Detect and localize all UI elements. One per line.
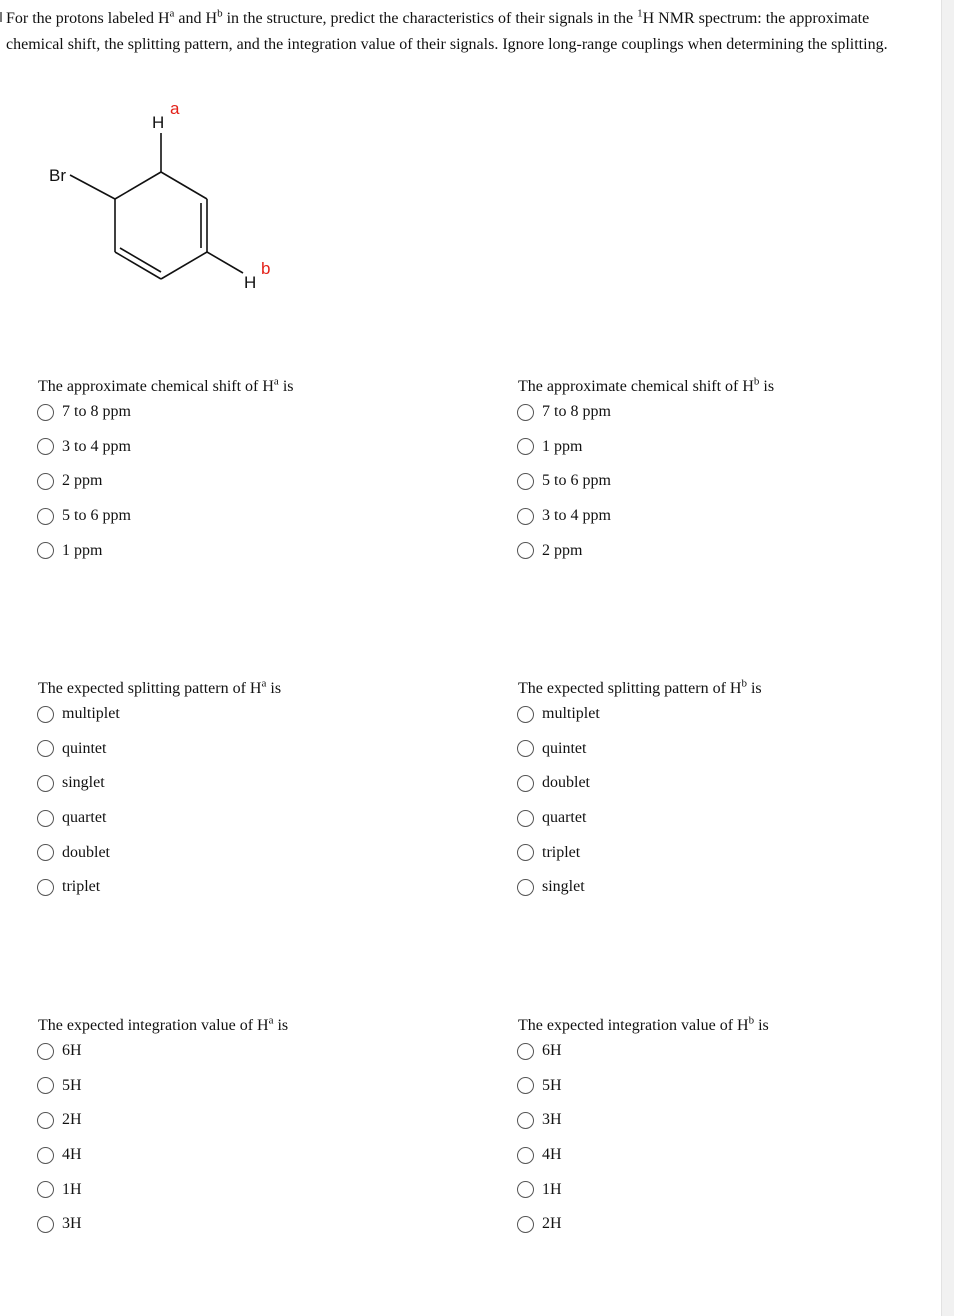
radio-option[interactable]: doublet (517, 766, 878, 801)
radio-option[interactable]: singlet (517, 870, 878, 905)
shift-b-question (518, 374, 878, 568)
radio-button[interactable] (517, 1112, 534, 1129)
split-a-question (38, 676, 398, 905)
radio-option[interactable]: 3 to 4 ppm (517, 499, 878, 534)
shift-a-question (38, 374, 398, 568)
integ-a-question (38, 1013, 398, 1242)
radio-option[interactable]: 3H (37, 1207, 398, 1242)
question-title: The approximate chemical shift of $H^a$ is (38, 375, 294, 395)
radio-button[interactable] (517, 473, 534, 490)
question-title: The approximate chemical shift of $H^b$ is (518, 375, 775, 395)
radio-option[interactable]: 7 to 8 ppm (517, 395, 878, 430)
radio-option[interactable]: 7 to 8 ppm (37, 395, 398, 430)
radio-button[interactable] (517, 879, 534, 896)
radio-option[interactable]: 1H (517, 1172, 878, 1207)
ha-h-label: H (152, 113, 165, 132)
radio-button[interactable] (37, 740, 54, 757)
radio-button[interactable] (517, 706, 534, 723)
radio-button[interactable] (517, 1077, 534, 1094)
radio-button[interactable] (37, 1147, 54, 1164)
question-title: The expected integration value of $H^b$ is (518, 1014, 769, 1034)
radio-option[interactable]: 5H (37, 1069, 398, 1104)
radio-option[interactable]: 1H (37, 1172, 398, 1207)
radio-option[interactable]: multiplet (37, 697, 398, 732)
radio-option[interactable]: 2 ppm (37, 464, 398, 499)
radio-option[interactable]: 4H (517, 1138, 878, 1173)
radio-button[interactable] (37, 844, 54, 861)
radio-button[interactable] (37, 879, 54, 896)
radio-option[interactable]: 5 to 6 ppm (517, 464, 878, 499)
hb-b-label: b (261, 259, 271, 278)
radio-option[interactable]: 3H (517, 1103, 878, 1138)
radio-option[interactable]: 2H (37, 1103, 398, 1138)
radio-option[interactable]: 5 to 6 ppm (37, 499, 398, 534)
scrollbar-track[interactable] (941, 0, 954, 1316)
molecule-structure (40, 95, 300, 305)
radio-button[interactable] (517, 438, 534, 455)
radio-button[interactable] (37, 473, 54, 490)
radio-button[interactable] (37, 775, 54, 792)
br-label: Br (49, 166, 66, 185)
radio-option[interactable]: singlet (37, 766, 398, 801)
hb-h-label: H (244, 273, 257, 292)
radio-option[interactable]: 6H (517, 1034, 878, 1069)
radio-button[interactable] (37, 810, 54, 827)
radio-button[interactable] (37, 542, 54, 559)
radio-button[interactable] (517, 844, 534, 861)
question-title: The expected splitting pattern of $H^a$ is (38, 677, 282, 697)
radio-option[interactable]: quintet (37, 732, 398, 767)
radio-button[interactable] (37, 1181, 54, 1198)
radio-option[interactable]: triplet (517, 835, 878, 870)
radio-button[interactable] (517, 542, 534, 559)
integ-b-question (518, 1013, 878, 1242)
radio-button[interactable] (517, 1147, 534, 1164)
radio-option[interactable]: quintet (517, 732, 878, 767)
radio-option[interactable]: 5H (517, 1069, 878, 1104)
radio-option[interactable]: quartet (37, 801, 398, 836)
radio-option[interactable]: quartet (517, 801, 878, 836)
radio-button[interactable] (37, 508, 54, 525)
radio-option[interactable]: 2H (517, 1207, 878, 1242)
radio-button[interactable] (517, 775, 534, 792)
radio-button[interactable] (517, 810, 534, 827)
question-text: For the protons labeled $H^a$ and $H^b$ in the structure, predict the characteristics of their signals in the $^1$H NMR spectrum: the approximate chemical shift, the splitting pattern, and the integration value of their signals. Ignore long-range couplings when determining the splitting. (6, 7, 888, 53)
radio-option[interactable]: multiplet (517, 697, 878, 732)
radio-option[interactable]: 1 ppm (37, 533, 398, 568)
radio-button[interactable] (37, 438, 54, 455)
radio-option[interactable]: doublet (37, 835, 398, 870)
split-b-question (518, 676, 878, 905)
radio-button[interactable] (37, 1216, 54, 1233)
radio-button[interactable] (37, 1112, 54, 1129)
radio-button[interactable] (517, 1181, 534, 1198)
radio-button[interactable] (517, 1043, 534, 1060)
radio-button[interactable] (37, 1043, 54, 1060)
question-title: The expected integration value of $H^a$ is (38, 1014, 289, 1034)
radio-option[interactable]: 3 to 4 ppm (37, 430, 398, 465)
left-rule (0, 12, 2, 22)
question-title: The expected splitting pattern of $H^b$ is (518, 677, 762, 697)
radio-option[interactable]: triplet (37, 870, 398, 905)
radio-button[interactable] (37, 404, 54, 421)
ha-a-label: a (170, 99, 180, 118)
radio-button[interactable] (517, 1216, 534, 1233)
radio-button[interactable] (517, 740, 534, 757)
radio-option[interactable]: 6H (37, 1034, 398, 1069)
radio-option[interactable]: 1 ppm (517, 430, 878, 465)
radio-button[interactable] (517, 508, 534, 525)
radio-button[interactable] (517, 404, 534, 421)
radio-button[interactable] (37, 1077, 54, 1094)
radio-option[interactable]: 4H (37, 1138, 398, 1173)
radio-option[interactable]: 2 ppm (517, 533, 878, 568)
radio-button[interactable] (37, 706, 54, 723)
